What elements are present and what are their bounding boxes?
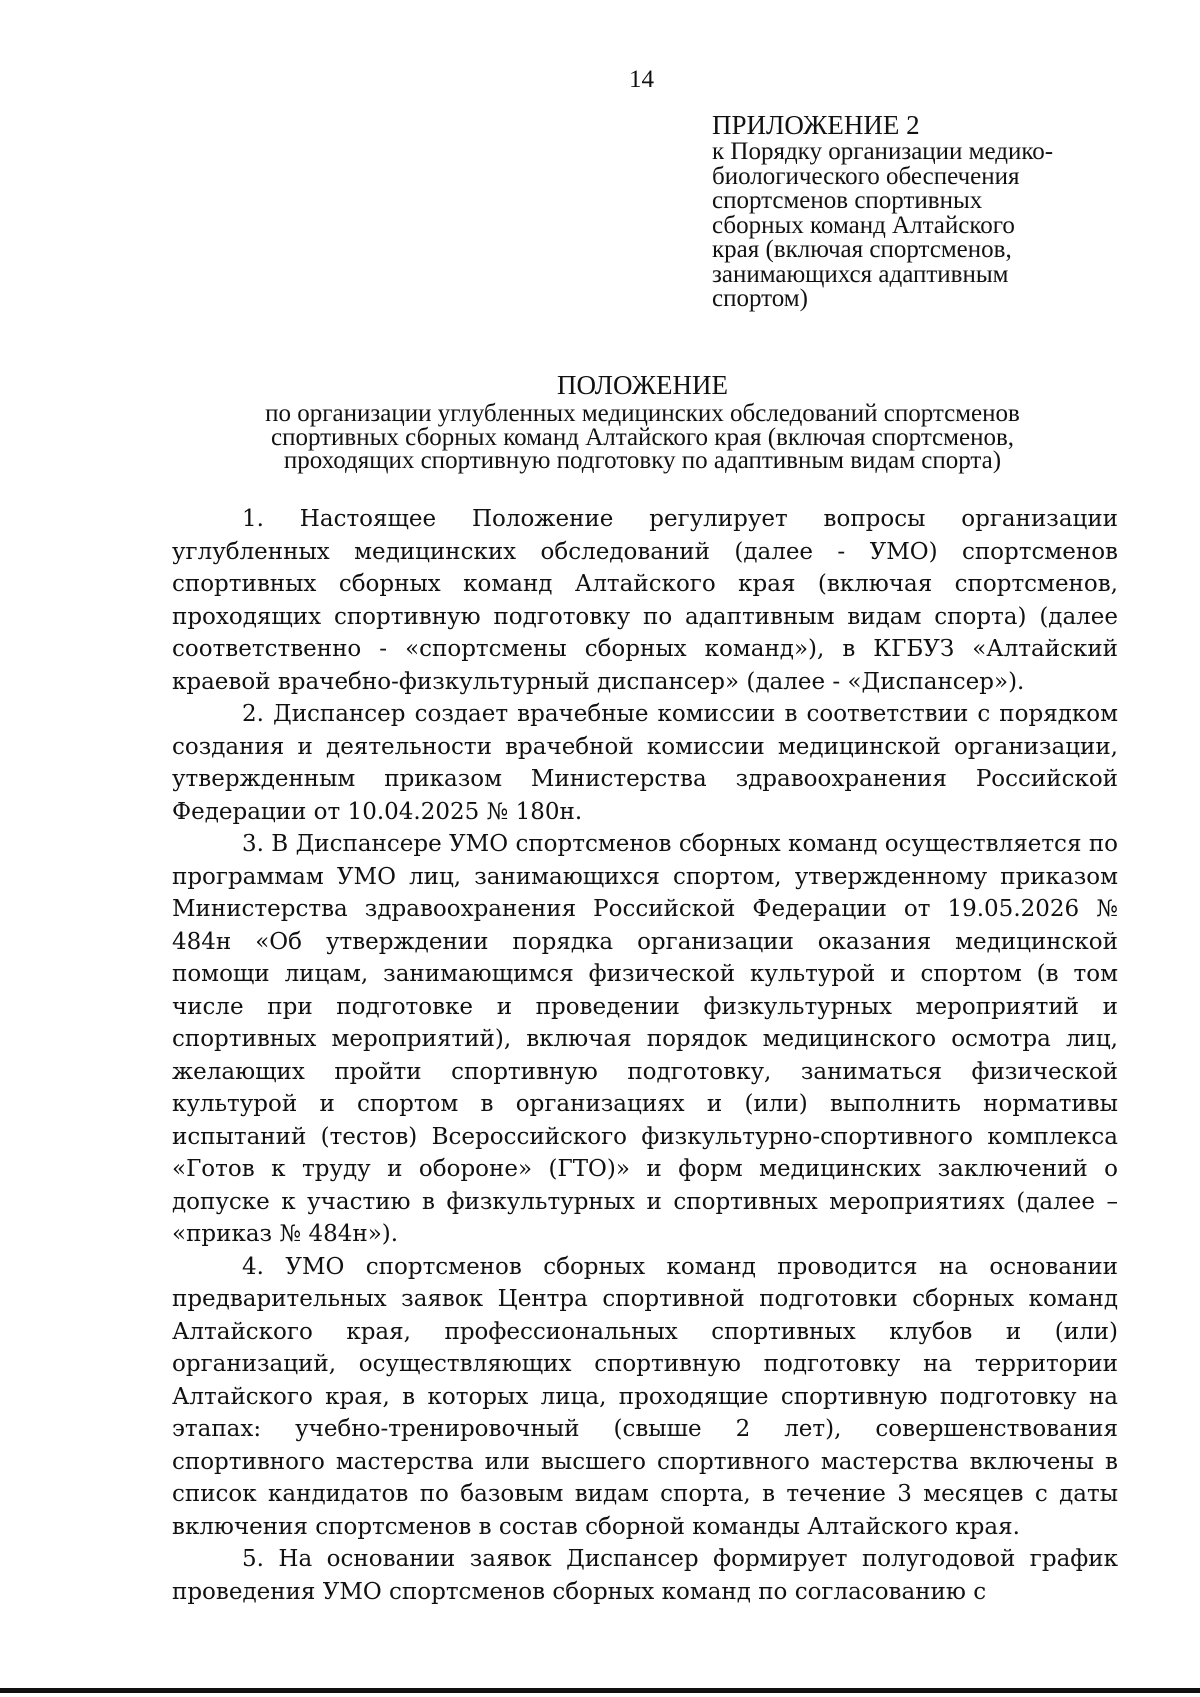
- paragraph-4: 4. УМО спортсменов сборных команд проводится на основании предварительных заявок Центра спортивной подготовки сборных команд Алтайского края, профессиональных спортивных клубов и (или) организаций, осуществляющих спортивную подготовку на территории Алтайского края, в которых лица, проходящие спортивную подготовку на этапах: учебно-тренировочный (свыше 2 лет), совершенствования спортивного мастерства или высшего спортивного мастерства включены в список кандидатов по базовым видам спорта, в течение 3 месяцев с даты включения спортсменов в состав сборной команды Алтайского края.: [172, 1253, 1118, 1540]
- appendix-line: спортом): [712, 285, 808, 312]
- appendix-title: ПРИЛОЖЕНИЕ 2: [712, 110, 920, 140]
- appendix-line: занимающихся адаптивным: [712, 260, 1009, 288]
- appendix-line: края (включая спортсменов,: [712, 236, 1012, 263]
- appendix-line: спортсменов спортивных: [712, 187, 983, 214]
- document-body: [172, 503, 1118, 1608]
- page-number: 14: [629, 66, 654, 93]
- document-heading: [150, 368, 1135, 473]
- appendix-line: к Порядку организации медико-: [712, 138, 1054, 165]
- paragraph-3: 3. В Диспансере УМО спортсменов сборных команд осуществляется по программам УМО лиц, занимающихся спортом, утвержденному приказом Министерства здравоохранения Российской Федерации от 19.05.2026 № 484н «Об утверждении порядка организации оказания медицинской помощи лицам, занимающимся физической культурой и спортом (в том числе при подготовке и проведении физкультурных мероприятий и спортивных мероприятий), включая порядок медицинского осмотра лиц, желающих пройти спортивную подготовку, заниматься физической культурой и спортом в организациях и (или) выполнить нормативы испытаний (тестов) Всероссийского физкультурно-спортивного комплекса «Готов к труду и обороне» (ГТО)» и форм медицинских заключений о допуске к участию в физкультурных и спортивных мероприятиях (далее – «приказ № 484н»).: [172, 831, 1118, 1247]
- appendix-block: [712, 110, 1122, 312]
- document-subtitle-line: проходящих спортивную подготовку по адаптивным видам спорта): [283, 447, 1002, 474]
- document-subtitle-line: спортивных сборных команд Алтайского края (включая спортсменов,: [270, 423, 1015, 451]
- document-title: ПОЛОЖЕНИЕ: [557, 370, 728, 400]
- scan-bottom-edge: [0, 1688, 1200, 1693]
- paragraph-5: 5. На основании заявок Диспансер формирует полугодовой график проведения УМО спортсменов сборных команд по согласованию с: [172, 1546, 1118, 1605]
- appendix-line: биологического обеспечения: [712, 162, 1020, 190]
- document-subtitle-line: по организации углубленных медицинских обследований спортсменов: [265, 400, 1020, 427]
- paragraph-1: 1. Настоящее Положение регулирует вопросы организации углубленных медицинских обследований (далее - УМО) спортсменов спортивных сборных команд Алтайского края (включая спортсменов, проходящих спортивную подготовку по адаптивным видам спорта) (далее соответственно - «спортсмены сборных команд»), в КГБУЗ «Алтайский краевой врачебно-физкультурный диспансер» (далее - «Диспансер»).: [172, 506, 1118, 695]
- paragraph-2: 2. Диспансер создает врачебные комиссии в соответствии с порядком создания и деятельности врачебной комиссии медицинской организации, утвержденным приказом Министерства здравоохранения Российской Федерации от 10.04.2025 № 180н.: [172, 701, 1118, 825]
- appendix-line: сборных команд Алтайского: [712, 211, 1015, 239]
